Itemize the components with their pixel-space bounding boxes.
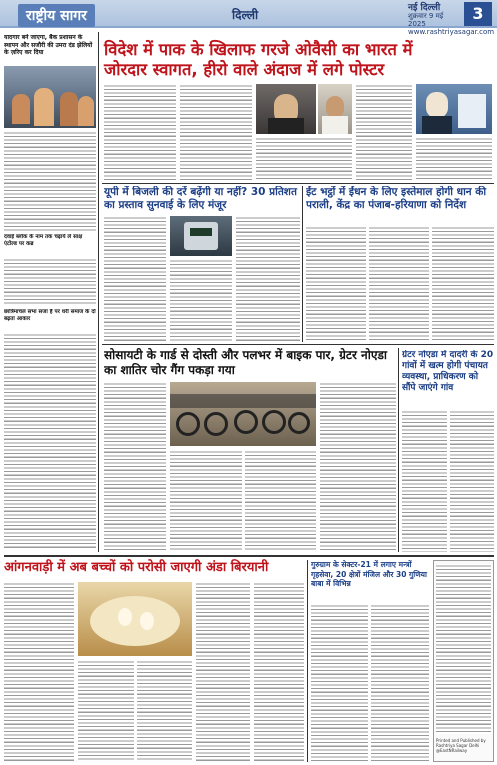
gurugram-title: गुरुग्राम के सेक्टर-21 में लगाए मन्त्रों गृहसेवा, 20 क्षेत्रों मंजिल और 30 गुणिया बाबा में विभिन्न xyxy=(311,560,427,588)
gurugram-text-2 xyxy=(371,604,429,762)
electricity-text-3 xyxy=(236,216,300,342)
anganwadi-text-1 xyxy=(4,582,74,762)
notice-line-3: @EastNRailway xyxy=(436,748,468,753)
stubble-text-3 xyxy=(432,226,494,342)
crime-text-2 xyxy=(170,450,242,552)
notice-text xyxy=(436,564,491,734)
left-story2-title: दवाई ब्लॉक के नाम तक चढ़ाये ले साक्ष एंटोल्ड पर कब्र xyxy=(4,234,83,247)
left-story3-text xyxy=(4,333,96,550)
edition-meta xyxy=(408,3,495,36)
stubble-title: ईंट भट्ठों में ईंधन के लिए इस्तेमाल होगी धान की पराली, केंद्र का पंजाब-हरियाणा को निर्देश xyxy=(306,186,487,211)
crime-title: सोसायटी के गार्ड से दोस्ती और पलभर में बाइक पार, ग्रेटर नोएडा का शातिर चोर गैंग पकड़ा गया xyxy=(104,348,387,377)
notice-line-2: Rashtriya Sagar Delhi xyxy=(436,743,480,748)
lead-text-col1 xyxy=(104,84,176,180)
lead-text-col5 xyxy=(416,137,492,180)
electricity-title: यूपी में बिजली की दरें बढ़ेंगी या नहीं? 30 प्रतिशत का प्रस्ताव सुनवाई के लिए मंजूर xyxy=(104,186,297,211)
gurugram-text-1 xyxy=(311,604,368,762)
bottom-divider xyxy=(4,555,494,557)
edition-date: शुक्रवार 9 मई 2025 xyxy=(408,12,444,28)
anganwadi-text-4 xyxy=(196,582,250,762)
notice-footer xyxy=(436,738,491,753)
lead-text-col4 xyxy=(356,84,412,180)
crime-text-4 xyxy=(320,382,396,552)
left-story2-text xyxy=(4,258,96,306)
anganwadi-text-5 xyxy=(254,582,304,762)
electricity-meter-photo xyxy=(170,216,232,256)
lead-title-line2: जोरदार स्वागत, हीरो वाले अंदाज में लगे पोस्टर xyxy=(104,60,385,79)
edition-name: नई दिल्ली xyxy=(408,3,441,13)
anganwadi-text-2 xyxy=(78,660,134,762)
newspaper-brand: राष्ट्रीय सागर xyxy=(18,4,95,27)
left-story1-photo xyxy=(4,66,96,128)
edition-web: www.rashtriyasagar.com xyxy=(408,28,495,36)
lead-poster-photo xyxy=(416,84,492,134)
lead-photo-2 xyxy=(318,84,352,134)
crime-text-3 xyxy=(245,450,316,552)
lead-text-col2 xyxy=(180,84,252,180)
village-text-1 xyxy=(402,410,447,552)
crime-bikes-photo xyxy=(170,382,316,446)
village-text-2 xyxy=(450,410,494,552)
edition-city: दिल्ली xyxy=(232,8,259,22)
biryani-photo xyxy=(78,582,192,656)
electricity-text-1 xyxy=(104,216,166,342)
page-number: 3 xyxy=(464,2,492,26)
anganwadi-title: आंगनवाड़ी में अब बच्चों को परोसी जाएगी अंडा बिरयानी xyxy=(4,560,269,575)
crime-divider xyxy=(398,348,399,552)
gurugram-divider xyxy=(307,560,308,762)
stubble-text-1 xyxy=(306,226,366,342)
mid-divider xyxy=(302,186,303,342)
lead-title-line1: विदेश में पाक के खिलाफ गरजे ओवैसी का भारत में xyxy=(104,40,413,59)
crime-text-1 xyxy=(104,382,166,552)
notice-line-1: Printed and Published by xyxy=(436,738,486,743)
mid-bottom-divider xyxy=(102,344,494,345)
column-divider xyxy=(98,32,99,552)
lead-photo-1 xyxy=(256,84,316,134)
stubble-text-2 xyxy=(369,226,429,342)
electricity-text-2 xyxy=(170,259,232,342)
left-story3-title: छात्रिमाचल सभा सजा है पर धरी समाज के दो बढ़ता आकार xyxy=(4,309,96,322)
anganwadi-text-3 xyxy=(137,660,192,762)
lead-divider xyxy=(102,183,494,184)
lead-text-col3 xyxy=(256,137,352,180)
left-story1-text xyxy=(4,131,96,231)
village-title: ग्रेटर नोएडा में दादरी के 20 गांवों में खत्म होगी पंचायत व्यवस्था, प्राधिकरण को सौंपे जाएंगे गांव xyxy=(402,350,494,393)
left-story1-title: यादगार बने जाएगा, बैक प्रशासन के स्थापन और सजौरी की उमरा दंड झेलियों के ज़रिए कर दिया xyxy=(4,34,93,56)
